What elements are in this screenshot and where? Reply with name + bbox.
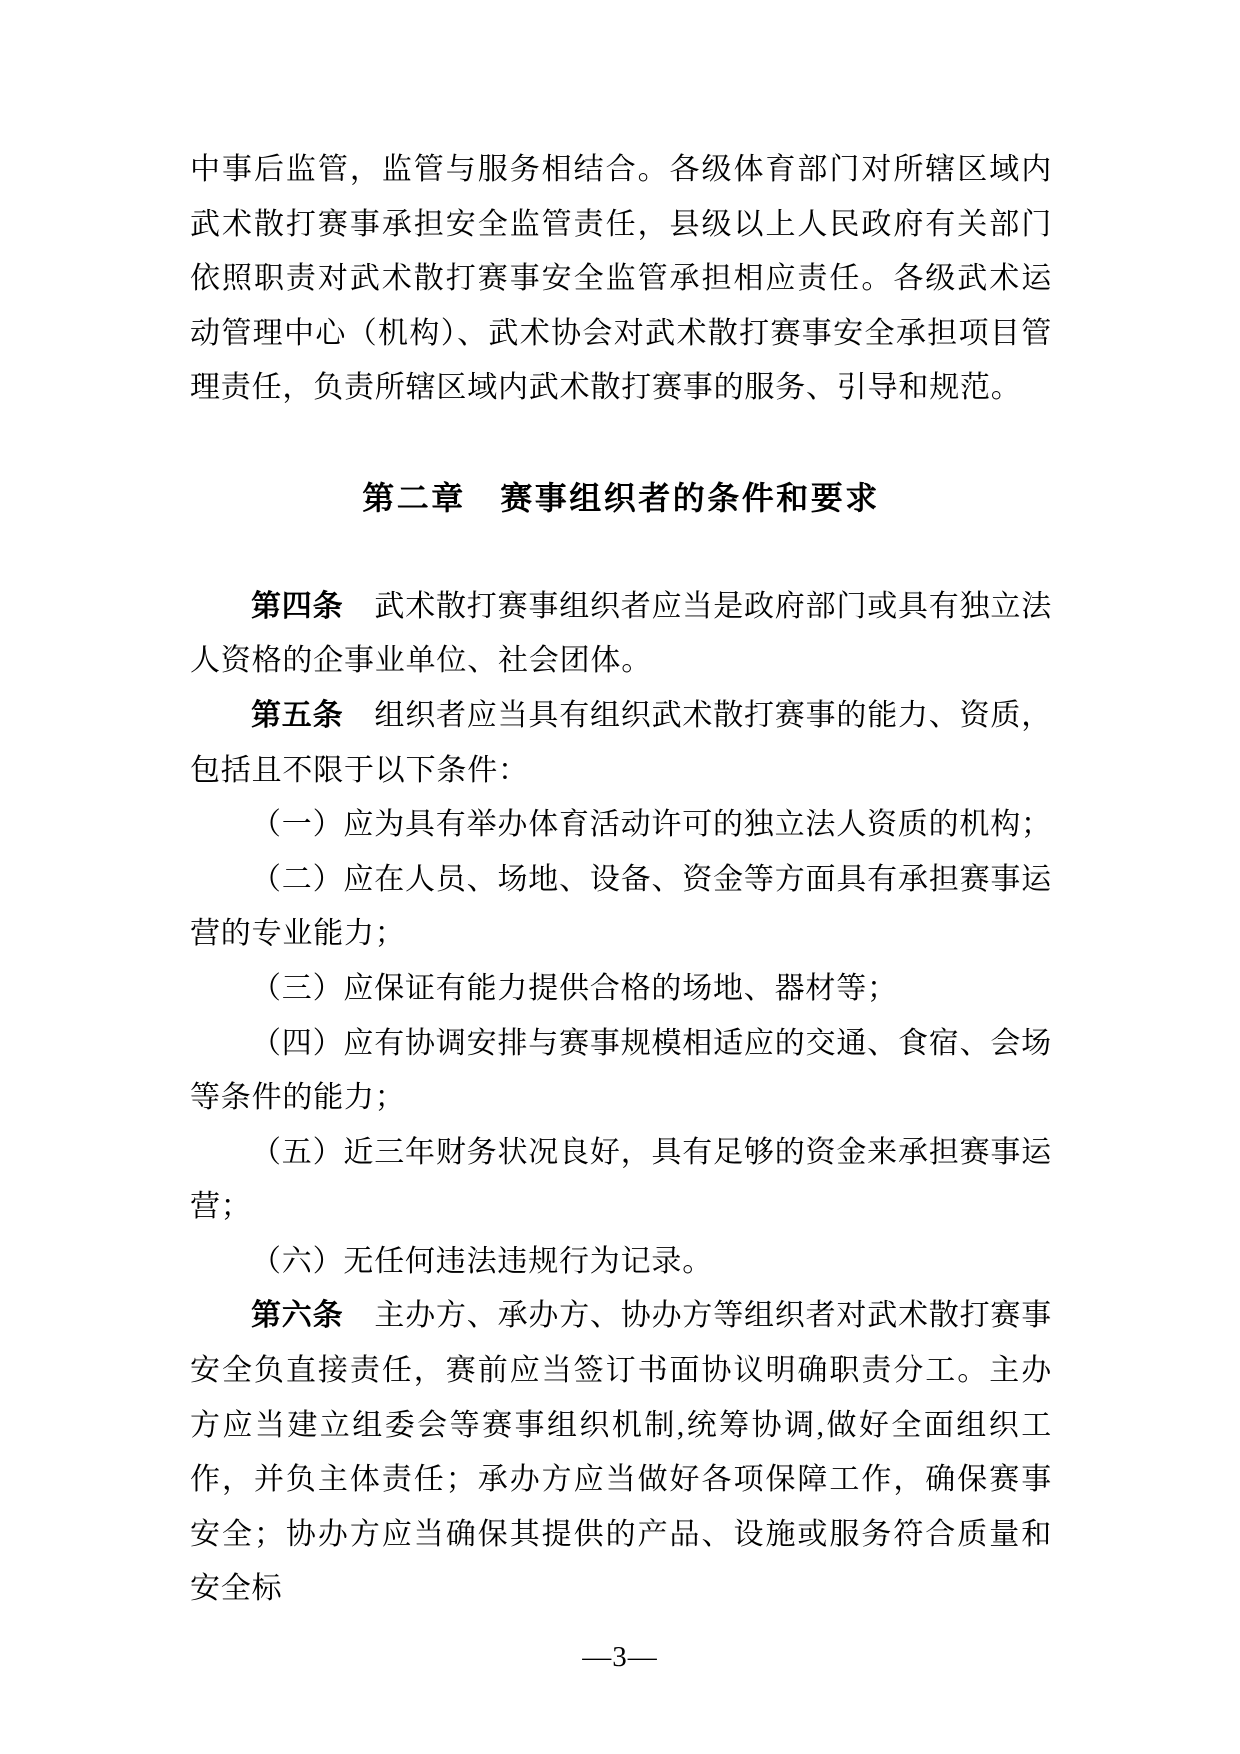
article-5-item-4: （四）应有协调安排与赛事规模相适应的交通、食宿、会场等条件的能力； xyxy=(190,1026,1052,1115)
article-5-item-5: （五）近三年财务状况良好，具有足够的资金来承担赛事运营； xyxy=(190,1135,1052,1224)
article-4-paragraph xyxy=(190,580,1052,689)
article-5-item-3: （三）应保证有能力提供合格的场地、器材等； xyxy=(251,971,898,1005)
continuation-paragraph: 中事后监管，监管与服务相结合。各级体育部门对所辖区域内武术散打赛事承担安全监管责任，县级以上人民政府有关部门依照职责对武术散打赛事安全监管承担相应责任。各级武术运动管理中心（机构）、武术协会对武术散打赛事安全承担项目管理责任，负责所辖区域内武术散打赛事的服务、引导和规范。 xyxy=(190,153,1052,405)
article-5-item-6: （六）无任何违法违规行为记录。 xyxy=(251,1244,713,1278)
article-4-label: 第四条 xyxy=(251,589,344,623)
article-6-paragraph xyxy=(190,1289,1052,1617)
article-6-text: 主办方、承办方、协办方等组织者对武术散打赛事安全负直接责任，赛前应当签订书面协议明确职责分工。主办方应当建立组委会等赛事组织机制,统筹协调,做好全面组织工作，并负主体责任；承办方应当做好各项保障工作，确保赛事安全；协办方应当确保其提供的产品、设施或服务符合质量和安全标 xyxy=(190,1299,1053,1606)
page-content xyxy=(190,143,1052,1617)
article-5-item-1: （一）应为具有举办体育活动许可的独立法人资质的机构； xyxy=(251,808,1052,842)
article-5-label: 第五条 xyxy=(251,698,344,732)
article-6-label: 第六条 xyxy=(251,1299,344,1333)
article-5-text: 组织者应当具有组织武术散打赛事的能力、资质，包括且不限于以下条件： xyxy=(190,698,1053,787)
article-5-paragraph xyxy=(190,689,1052,798)
page-number: —3— xyxy=(582,1641,658,1673)
article-5-item-2: （二）应在人员、场地、设备、资金等方面具有承担赛事运营的专业能力； xyxy=(190,862,1052,951)
article-4-text: 武术散打赛事组织者应当是政府部门或具有独立法人资格的企事业单位、社会团体。 xyxy=(190,589,1053,678)
chapter-heading: 第二章 赛事组织者的条件和要求 xyxy=(362,479,880,516)
